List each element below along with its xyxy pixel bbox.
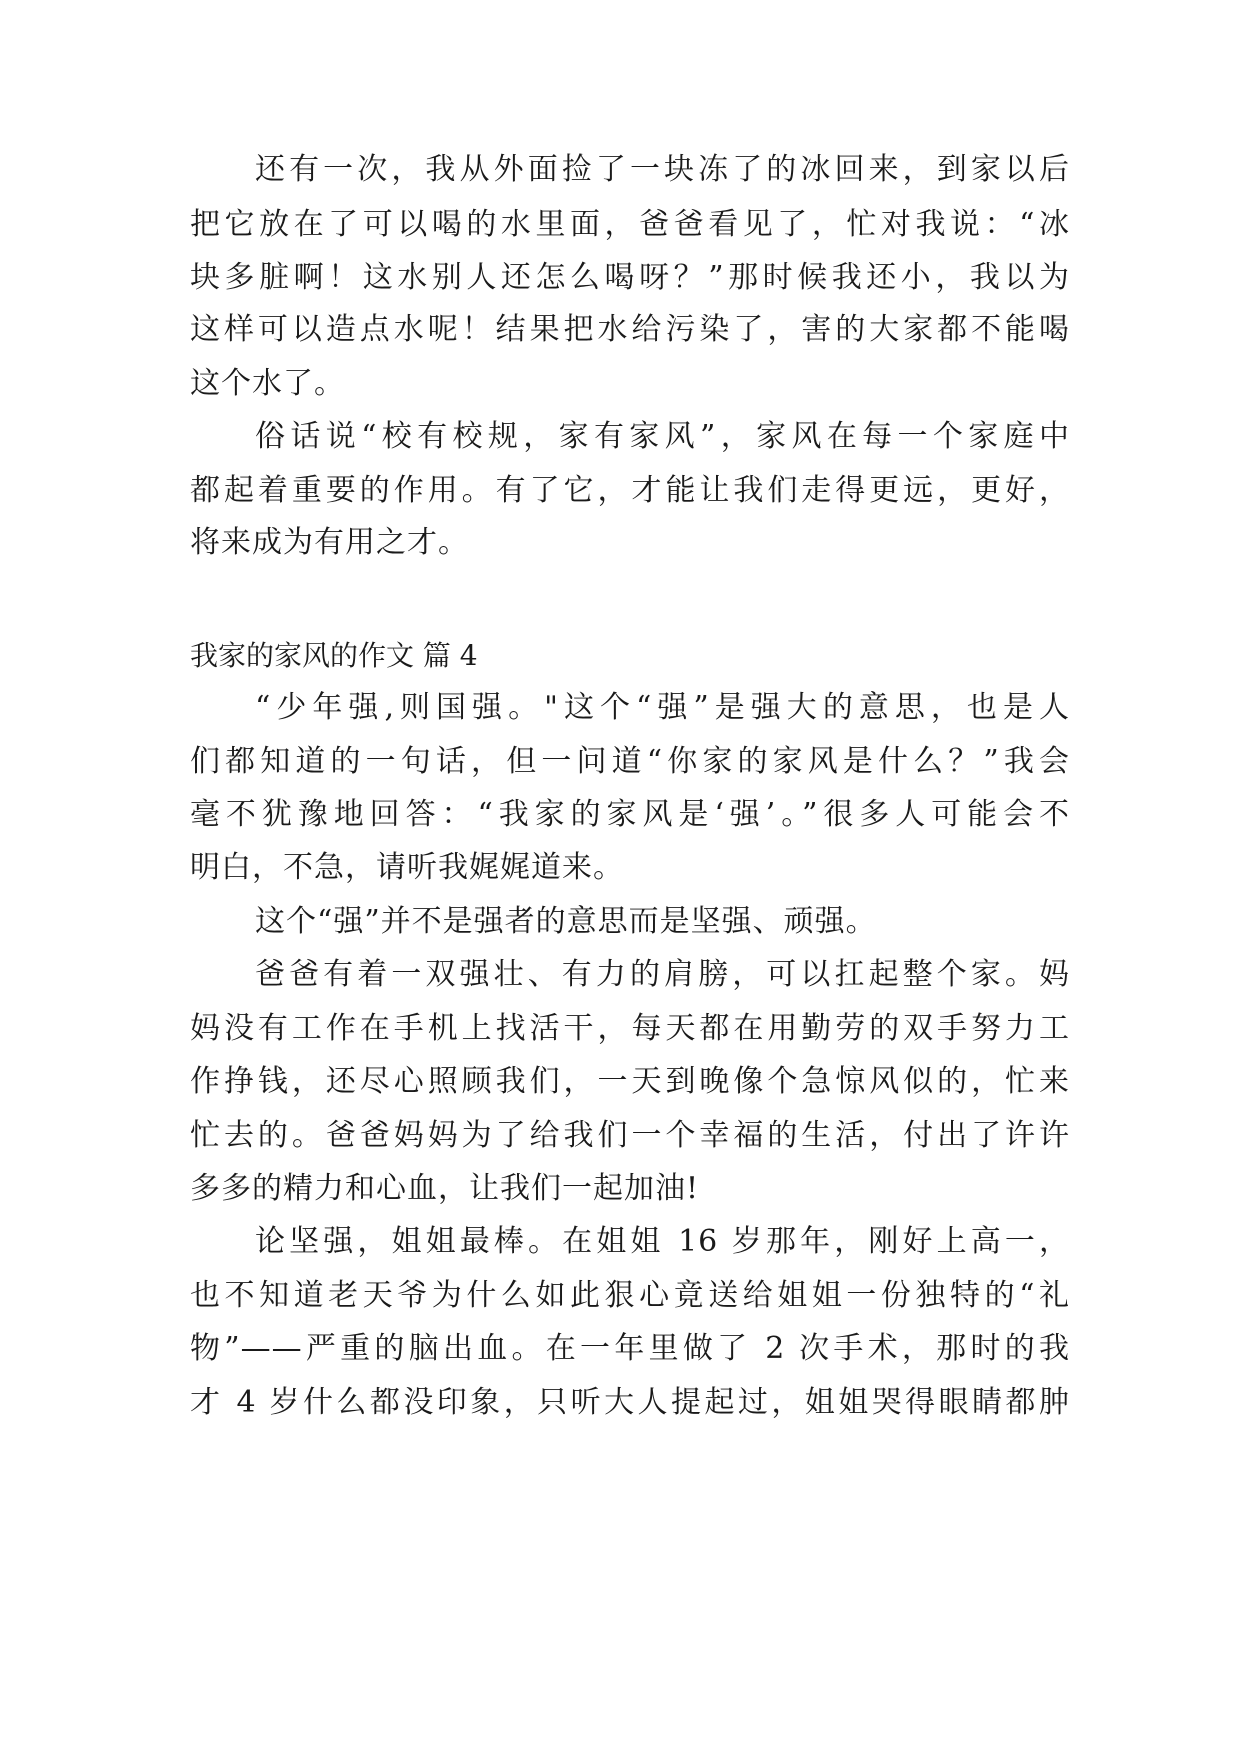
paragraph-line: 还有一次，我从外面捡了一块冻了的冰回来，到家以后 xyxy=(255,152,1070,187)
paragraph-line: 多多的精力和心血，让我们一起加油! xyxy=(190,1171,700,1206)
paragraph-line: 明白，不急，请听我娓娓道来。 xyxy=(190,850,624,885)
paragraph-line: 将来成为有用之才。 xyxy=(190,525,469,560)
paragraph-line: “少年强,则国强。"这个“强”是强大的意思，也是人 xyxy=(255,690,1070,725)
paragraph-line: 把它放在了可以喝的水里面，爸爸看见了，忙对我说：“冰 xyxy=(190,207,1070,242)
paragraph-line: 忙去的。爸爸妈妈为了给我们一个幸福的生活，付出了许许 xyxy=(190,1118,1070,1153)
paragraph-line: 毫不犹豫地回答：“我家的家风是‘强’。”很多人可能会不 xyxy=(190,797,1070,832)
paragraph-line: 爸爸有着一双强壮、有力的肩膀，可以扛起整个家。妈 xyxy=(255,957,1070,992)
paragraph-line: 这个“强”并不是强者的意思而是坚强、顽强。 xyxy=(255,904,877,939)
paragraph-line: 们都知道的一句话，但一问道“你家的家风是什么？”我会 xyxy=(190,744,1070,779)
paragraph-line: 这个水了。 xyxy=(190,366,345,401)
paragraph-line: 才 4 岁什么都没印象，只听大人提起过，姐姐哭得眼睛都肿 xyxy=(190,1385,1070,1420)
paragraph-line: 这样可以造点水呢！结果把水给污染了，害的大家都不能喝 xyxy=(190,312,1070,347)
paragraph-line: 妈没有工作在手机上找活干，每天都在用勤劳的双手努力工 xyxy=(190,1011,1070,1046)
paragraph-line: 都起着重要的作用。有了它，才能让我们走得更远，更好， xyxy=(190,473,1070,508)
paragraph-line: 块多脏啊！这水别人还怎么喝呀？”那时候我还小，我以为 xyxy=(190,260,1070,295)
paragraph-line: 作挣钱，还尽心照顾我们，一天到晚像个急惊风似的，忙来 xyxy=(190,1064,1070,1099)
section-heading: 我家的家风的作文 篇 4 xyxy=(190,639,478,672)
paragraph-line: 物”——严重的脑出血。在一年里做了 2 次手术，那时的我 xyxy=(190,1331,1070,1366)
paragraph-line: 论坚强，姐姐最棒。在姐姐 16 岁那年，刚好上高一， xyxy=(255,1224,1070,1259)
paragraph-line: 俗话说“校有校规，家有家风”，家风在每一个家庭中 xyxy=(255,419,1070,454)
paragraph-line: 也不知道老天爷为什么如此狠心竟送给姐姐一份独特的“礼 xyxy=(190,1278,1070,1313)
